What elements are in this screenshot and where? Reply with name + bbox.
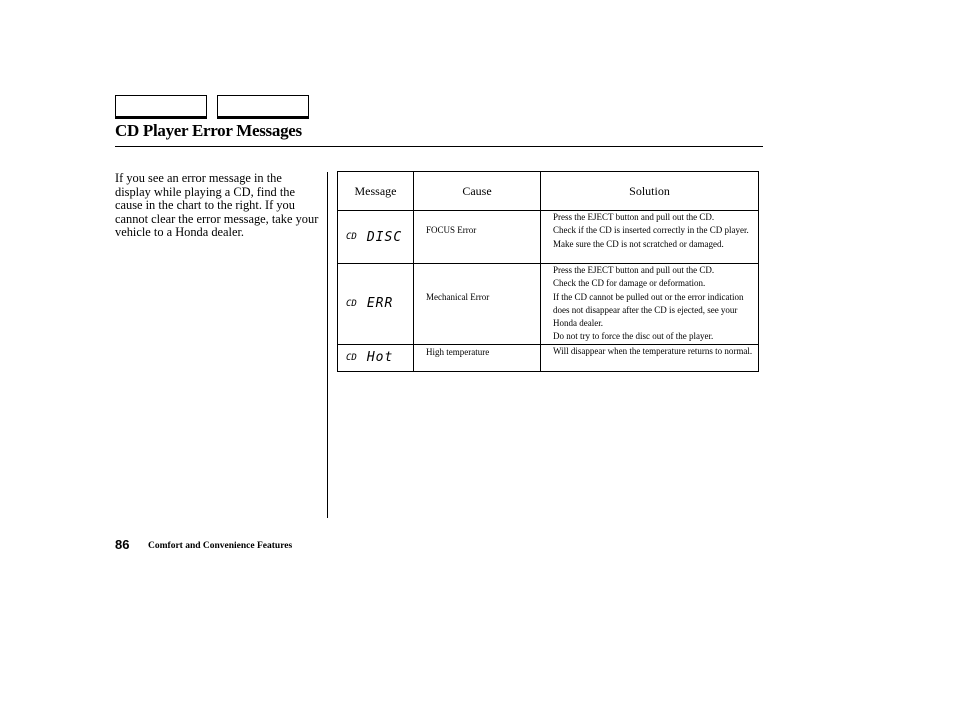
solution-text bbox=[541, 211, 758, 251]
page-title: CD Player Error Messages bbox=[115, 121, 302, 140]
lcd-display bbox=[338, 230, 413, 245]
lcd-display bbox=[338, 296, 413, 311]
solution-line: Will disappear when the temperature returns to normal. bbox=[553, 345, 753, 356]
section-name: Comfort and Convenience Features bbox=[148, 541, 293, 551]
table-row bbox=[338, 264, 759, 345]
cause-text: Mechanical Error bbox=[426, 292, 490, 302]
message-cell bbox=[338, 264, 414, 345]
solution-line: Press the EJECT button and pull out the CD. bbox=[553, 265, 715, 275]
solution-line: Check if the CD is inserted correctly in the CD player. bbox=[553, 225, 749, 236]
intro-paragraph: If you see an error message in the display while playing a CD, find the cause in the chart to the right. If you cannot clear the error message, take your vehicle to a Honda dealer. bbox=[115, 171, 319, 239]
solution-line: If the CD cannot be pulled out or the error indication does not disappear after the CD is ejected, see your Honda dealer. bbox=[553, 291, 744, 329]
solution-line: Check the CD for damage or deformation. bbox=[553, 278, 706, 289]
solution-line: Press the EJECT button and pull out the CD. bbox=[553, 212, 715, 222]
lcd-code: DISC bbox=[366, 229, 403, 245]
cause-text: FOCUS Error bbox=[426, 225, 477, 235]
header-message: Message bbox=[338, 172, 414, 211]
cause-cell bbox=[414, 344, 541, 371]
solution-cell bbox=[541, 211, 759, 264]
lcd-display bbox=[338, 350, 413, 365]
message-cell bbox=[338, 211, 414, 264]
table-row bbox=[338, 211, 759, 264]
message-cell bbox=[338, 344, 414, 371]
solution-text bbox=[541, 345, 758, 358]
solution-cell bbox=[541, 344, 759, 371]
table-header-row bbox=[338, 172, 759, 211]
column-divider bbox=[327, 172, 328, 518]
cause-cell bbox=[414, 264, 541, 345]
table-row bbox=[338, 344, 759, 371]
header-solution: Solution bbox=[541, 172, 759, 211]
nav-tab-next[interactable] bbox=[217, 95, 309, 119]
lcd-code: Hot bbox=[366, 350, 394, 366]
title-divider bbox=[115, 146, 763, 147]
lcd-code: ERR bbox=[366, 296, 394, 312]
nav-tab-previous[interactable] bbox=[115, 95, 207, 119]
page-number: 86 bbox=[115, 537, 130, 552]
cause-cell bbox=[414, 211, 541, 264]
solution-text bbox=[541, 264, 758, 344]
solution-line: Make sure the CD is not scratched or damaged. bbox=[553, 238, 724, 249]
solution-line: Do not try to force the disc out of the player. bbox=[553, 331, 714, 342]
lcd-prefix: CD bbox=[346, 352, 357, 363]
lcd-prefix: CD bbox=[346, 232, 357, 242]
solution-cell bbox=[541, 264, 759, 345]
header-cause: Cause bbox=[414, 172, 541, 211]
lcd-prefix: CD bbox=[346, 298, 357, 309]
error-message-table bbox=[337, 171, 759, 372]
cause-text: High temperature bbox=[426, 346, 490, 357]
